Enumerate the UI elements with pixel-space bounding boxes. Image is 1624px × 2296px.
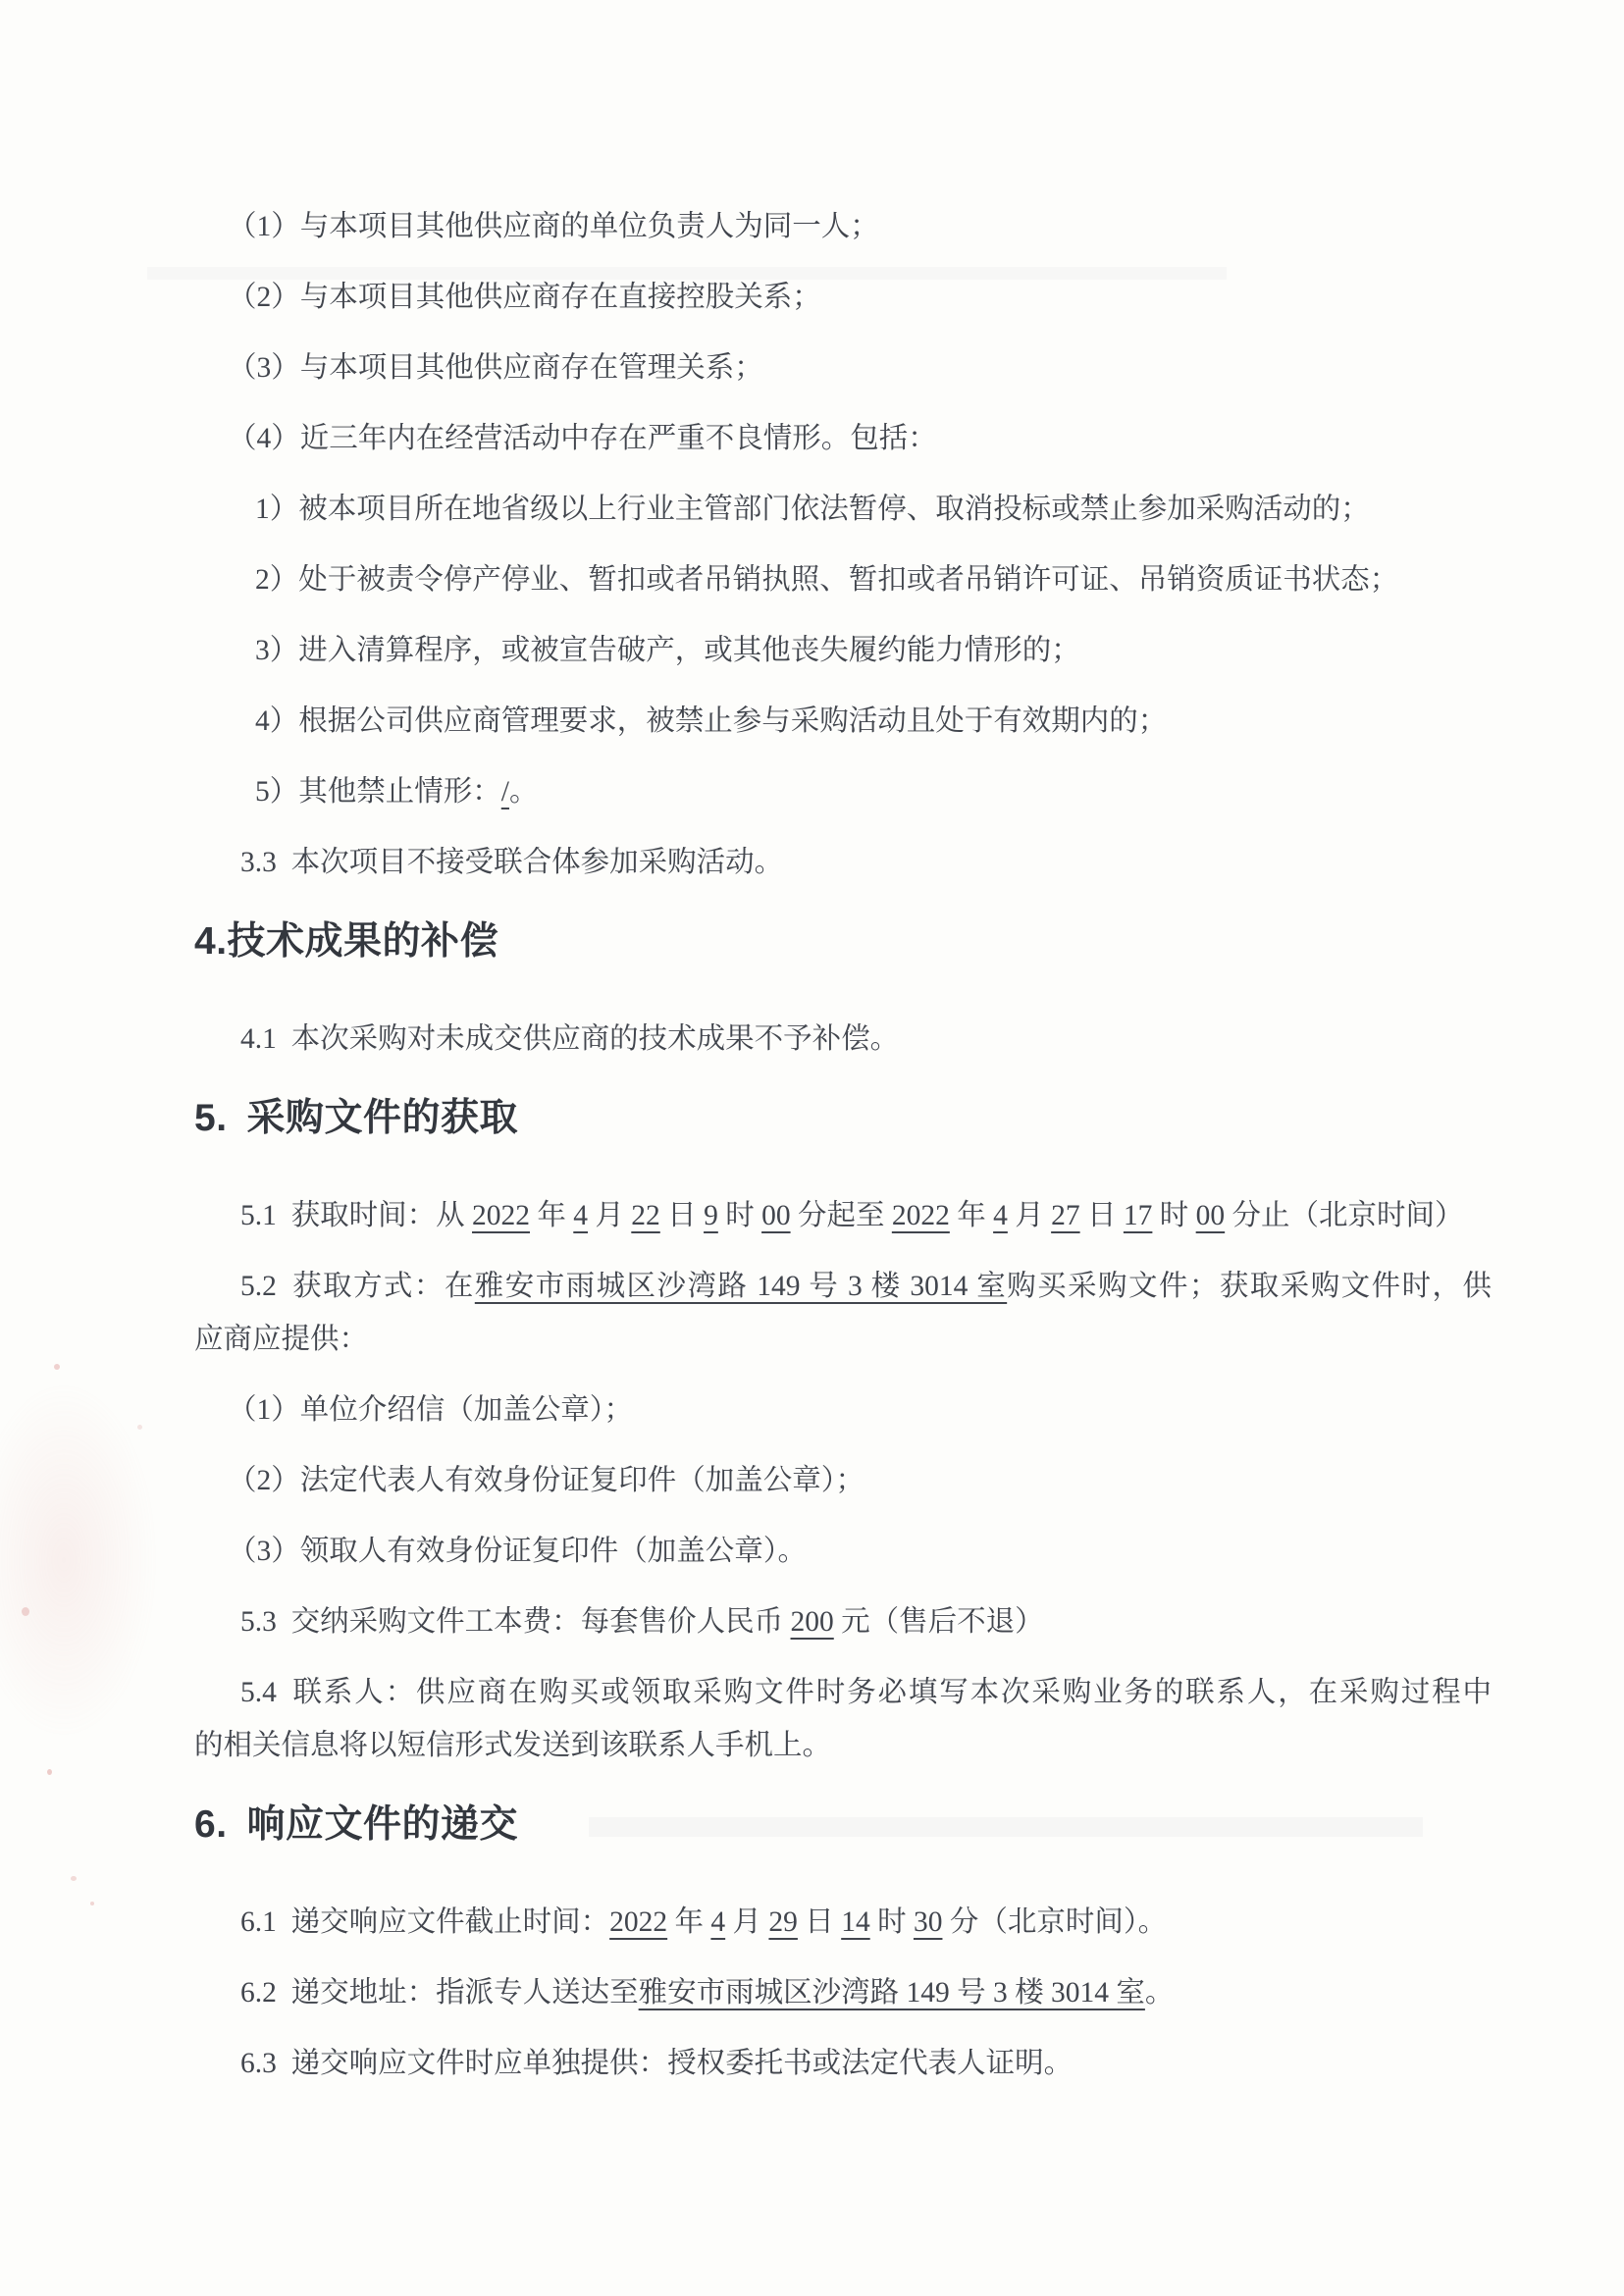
text-line bbox=[228, 353, 1624, 383]
underlined-text: 2022 bbox=[472, 1200, 531, 1231]
text-segment: 日 bbox=[797, 1906, 842, 1938]
underlined-text: 14 bbox=[841, 1906, 870, 1938]
underlined-text: 27 bbox=[1051, 1200, 1080, 1231]
text-segment: 时 bbox=[869, 1906, 914, 1938]
text-segment: 3）进入清算程序，或被宣告破产，或其他丧失履约能力情形的； bbox=[255, 635, 1080, 666]
text-line bbox=[194, 1325, 1624, 1354]
text-line bbox=[228, 424, 1624, 453]
text-line bbox=[228, 212, 1624, 241]
text-line bbox=[240, 1024, 1624, 1054]
text-line bbox=[255, 565, 1624, 595]
text-segment: 5.3 交纳采购文件工本费：每套售价人民币 bbox=[240, 1606, 791, 1638]
text-line bbox=[228, 1466, 1624, 1495]
text-segment: 购买采购文件；获取采购文件时，供 bbox=[1007, 1271, 1492, 1302]
text-line bbox=[228, 1395, 1624, 1425]
text-segment: 6.3 递交响应文件时应单独提供：授权委托书或法定代表人证明。 bbox=[240, 2048, 1074, 2079]
underlined-text: 4 bbox=[710, 1906, 726, 1938]
text-line bbox=[240, 848, 1624, 877]
text-line bbox=[228, 283, 1624, 312]
text-segment: 6. 响应文件的递交 bbox=[194, 1803, 519, 1846]
text-line bbox=[255, 636, 1624, 665]
text-segment: 4）根据公司供应商管理要求，被禁止参与采购活动且处于有效期内的； bbox=[255, 705, 1168, 737]
text-segment: 月 bbox=[725, 1906, 769, 1938]
underlined-text: 30 bbox=[913, 1906, 943, 1938]
underlined-text: 4 bbox=[573, 1200, 589, 1231]
text-line bbox=[240, 1201, 1624, 1230]
text-segment: 日 bbox=[659, 1200, 705, 1231]
text-segment: 。 bbox=[1144, 1977, 1175, 2009]
section-heading bbox=[194, 1805, 1624, 1845]
text-segment: 6.1 递交响应文件截止时间： bbox=[240, 1906, 610, 1938]
text-segment: 1）被本项目所在地省级以上行业主管部门依法暂停、取消投标或禁止参加采购活动的； bbox=[255, 494, 1370, 525]
text-line bbox=[194, 1731, 1624, 1760]
section-heading bbox=[194, 1099, 1624, 1138]
underlined-text: 17 bbox=[1123, 1200, 1153, 1231]
text-line bbox=[255, 706, 1624, 736]
text-line bbox=[240, 1272, 1492, 1301]
text-segment: 5.2 获取方式：在 bbox=[240, 1271, 475, 1302]
text-line bbox=[228, 1537, 1624, 1566]
underlined-text: 2022 bbox=[891, 1200, 950, 1231]
text-segment: 时 bbox=[1152, 1200, 1196, 1231]
underlined-text: 9 bbox=[704, 1200, 718, 1231]
text-segment: 的相关信息将以短信形式发送到该联系人手机上。 bbox=[194, 1730, 832, 1761]
text-segment: 5.4 联系人：供应商在购买或领取采购文件时务必填写本次采购业务的联系人，在采购过程中 bbox=[240, 1677, 1492, 1708]
text-segment: 4.1 本次采购对未成交供应商的技术成果不予补偿。 bbox=[240, 1023, 900, 1055]
underlined-text: 22 bbox=[631, 1200, 660, 1231]
text-segment: （1）单位介绍信（加盖公章）； bbox=[228, 1394, 634, 1426]
text-segment: 2）处于被责令停产停业、暂扣或者吊销执照、暂扣或者吊销许可证、吊销资质证书状态； bbox=[255, 564, 1399, 596]
text-segment: 4.技术成果的补偿 bbox=[194, 920, 499, 963]
text-segment: （2）法定代表人有效身份证复印件（加盖公章）； bbox=[228, 1465, 865, 1496]
underlined-text: 雅安市雨城区沙湾路 149 号 3 楼 3014 室 bbox=[474, 1271, 1008, 1302]
underlined-text: 29 bbox=[768, 1906, 798, 1938]
text-segment: 分（北京时间）。 bbox=[942, 1906, 1168, 1938]
text-segment: 应商应提供： bbox=[194, 1324, 369, 1355]
text-segment: 元（售后不退） bbox=[833, 1606, 1044, 1638]
text-segment: 年 bbox=[530, 1200, 574, 1231]
text-segment: 3.3 本次项目不接受联合体参加采购活动。 bbox=[240, 847, 784, 878]
underlined-text: / bbox=[500, 776, 509, 808]
text-line bbox=[240, 1607, 1624, 1637]
text-segment: 月 bbox=[588, 1200, 632, 1231]
underlined-text: 4 bbox=[993, 1200, 1008, 1231]
text-segment: （3）与本项目其他供应商存在管理关系； bbox=[228, 352, 763, 384]
document-body bbox=[0, 212, 1624, 2078]
text-segment: 年 bbox=[949, 1200, 994, 1231]
underlined-text: 00 bbox=[1195, 1200, 1226, 1231]
text-segment: 月 bbox=[1007, 1200, 1052, 1231]
text-line bbox=[240, 1678, 1492, 1707]
text-segment: 日 bbox=[1079, 1200, 1124, 1231]
text-line bbox=[255, 495, 1624, 524]
text-segment: 6.2 递交地址：指派专人送达至 bbox=[240, 1977, 639, 2009]
underlined-text: 雅安市雨城区沙湾路 149 号 3 楼 3014 室 bbox=[638, 1977, 1145, 2009]
text-segment: 5. 采购文件的获取 bbox=[194, 1097, 519, 1139]
text-segment: 年 bbox=[667, 1906, 711, 1938]
text-line bbox=[255, 777, 1624, 807]
text-segment: （4）近三年内在经营活动中存在严重不良情形。包括： bbox=[228, 423, 937, 454]
text-segment: （2）与本项目其他供应商存在直接控股关系； bbox=[228, 282, 821, 313]
text-segment: 。 bbox=[508, 776, 539, 808]
text-segment: （1）与本项目其他供应商的单位负责人为同一人； bbox=[228, 211, 879, 242]
underlined-text: 00 bbox=[761, 1200, 791, 1231]
underlined-text: 2022 bbox=[609, 1906, 668, 1938]
text-segment: （3）领取人有效身份证复印件（加盖公章）。 bbox=[228, 1536, 808, 1567]
section-heading bbox=[194, 922, 1624, 962]
text-line bbox=[240, 1907, 1624, 1937]
text-segment: 5）其他禁止情形： bbox=[255, 776, 501, 808]
underlined-text: 200 bbox=[790, 1606, 834, 1638]
text-line bbox=[240, 1978, 1624, 2008]
text-line bbox=[240, 2049, 1624, 2078]
text-segment: 5.1 获取时间：从 bbox=[240, 1200, 473, 1231]
text-segment: 分止（北京时间） bbox=[1225, 1200, 1464, 1231]
text-segment: 时 bbox=[717, 1200, 762, 1231]
text-segment: 分起至 bbox=[790, 1200, 892, 1231]
